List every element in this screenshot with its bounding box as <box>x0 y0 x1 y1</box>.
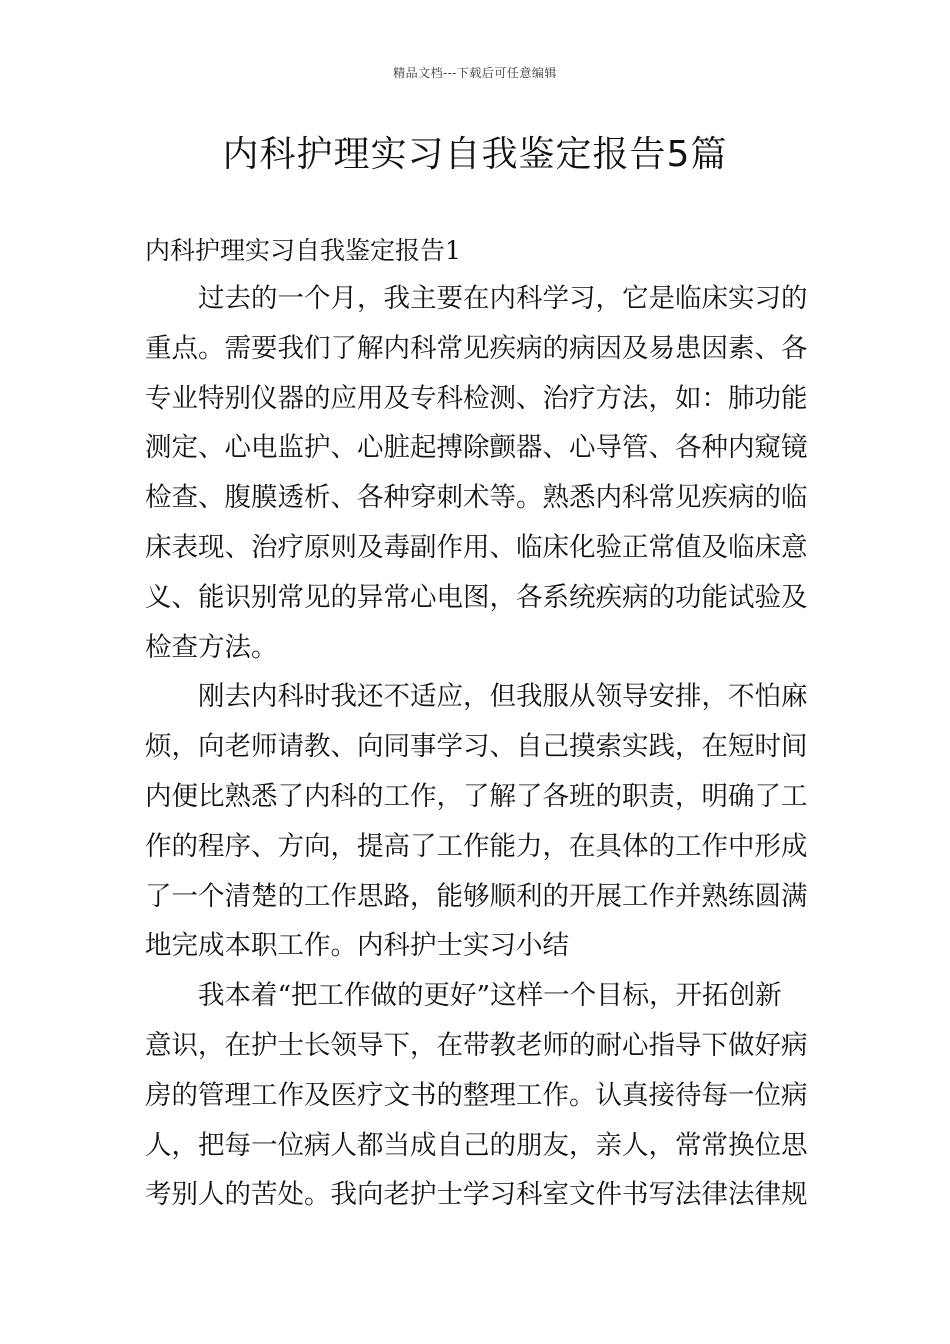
paragraph-2 <box>145 672 807 971</box>
paragraph-line: 房的管理工作及医疗文书的整理工作。认真接待每一位病 <box>145 1079 808 1111</box>
paragraph-3 <box>145 971 807 1220</box>
paragraph-line: 我本着“把工作做的更好”这样一个目标，开拓创新 <box>198 980 782 1012</box>
paragraph-line: 测定、心电监护、心脏起搏除颤器、心导管、各种内窥镜 <box>145 432 808 464</box>
paragraph-line: 专业特别仪器的应用及专科检测、治疗方法，如：肺功能 <box>145 382 808 414</box>
document-body <box>145 274 807 1220</box>
paragraph-1 <box>145 274 807 672</box>
paragraph-line: 意识，在护士长领导下，在带教老师的耐心指导下做好病 <box>145 1029 808 1061</box>
paragraph-line: 作的程序、方向，提高了工作能力，在具体的工作中形成 <box>145 830 808 862</box>
paragraph-line: 重点。需要我们了解内科常见疾病的病因及易患因素、各 <box>145 332 808 364</box>
paragraph-line: 地完成本职工作。内科护士实习小结 <box>145 930 569 962</box>
header-note: 精品文档---下载后可任意编辑 <box>393 66 557 80</box>
paragraph-line: 床表现、治疗原则及毒副作用、临床化验正常值及临床意 <box>145 531 808 563</box>
paragraph-line: 检查、腹膜透析、各种穿刺术等。熟悉内科常见疾病的临 <box>145 482 808 514</box>
paragraph-line: 过去的一个月，我主要在内科学习，它是临床实习的 <box>198 283 808 314</box>
paragraph-line: 检查方法。 <box>145 631 278 663</box>
paragraph-line: 人，把每一位病人都当成自己的朋友，亲人，常常换位思 <box>145 1129 808 1161</box>
paragraph-line: 刚去内科时我还不适应，但我服从领导安排，不怕麻 <box>198 681 808 713</box>
paragraph-line: 了一个清楚的工作思路，能够顺利的开展工作并熟练圆满 <box>145 880 808 912</box>
paragraph-line: 考别人的苦处。我向老护士学习科室文件书写法律法律规 <box>145 1179 808 1211</box>
paragraph-line: 烦，向老师请教、向同事学习、自己摸索实践，在短时间 <box>145 731 808 763</box>
document-title: 内科护理实习自我鉴定报告5篇 <box>222 134 728 175</box>
section-heading: 内科护理实习自我鉴定报告1 <box>145 236 461 265</box>
paragraph-line: 内便比熟悉了内科的工作，了解了各班的职责，明确了工 <box>145 780 808 812</box>
paragraph-line: 义、能识别常见的异常心电图，各系统疾病的功能试验及 <box>145 581 808 613</box>
